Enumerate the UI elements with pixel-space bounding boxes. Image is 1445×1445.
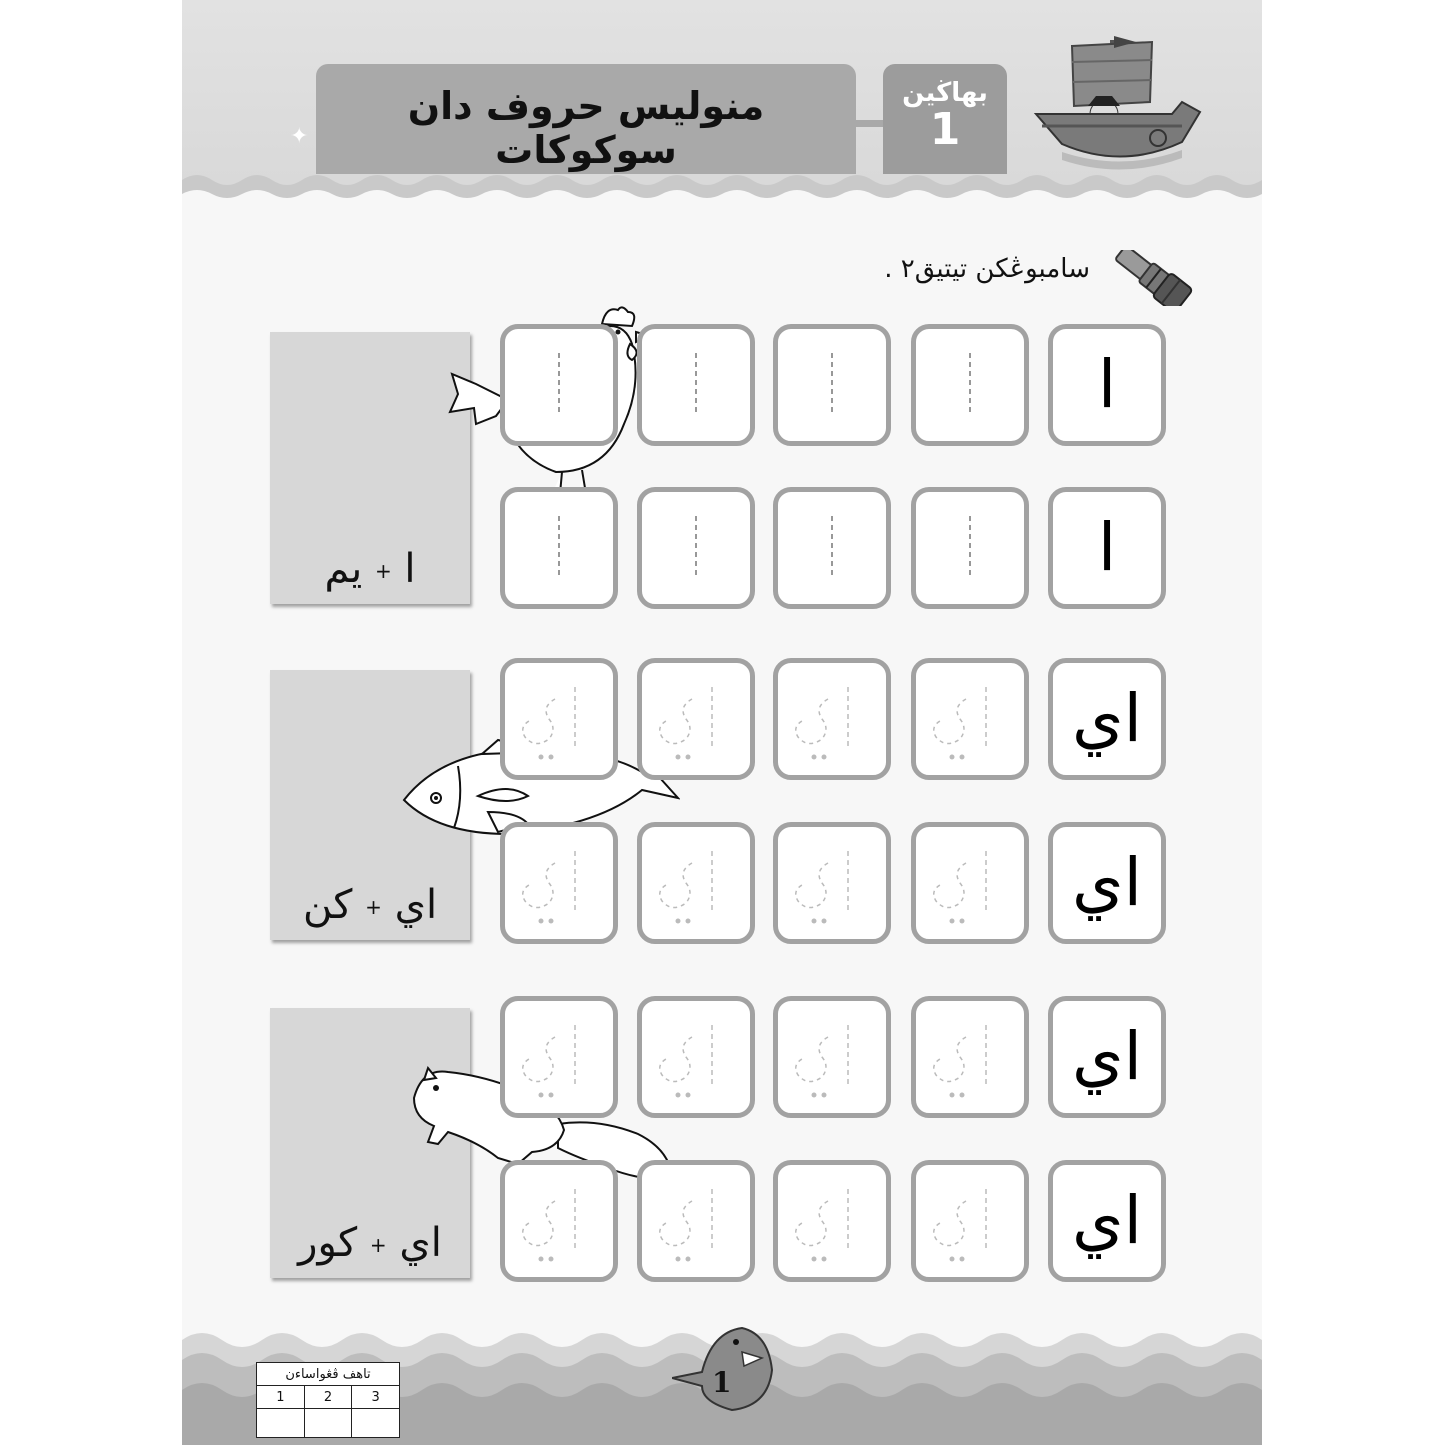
telescope-icon (1110, 250, 1200, 306)
word-suffix: كن (302, 882, 353, 928)
picture-card-rooster (270, 332, 470, 604)
level-3-checkbox[interactable] (352, 1409, 400, 1438)
level-2-label: 2 (304, 1386, 352, 1409)
pirate-ship-icon (1032, 32, 1202, 182)
dotted-trace-letter (642, 329, 750, 441)
model-letter-cell (1048, 487, 1166, 609)
model-letter-cell (1048, 996, 1166, 1118)
dotted-trace-letter (778, 663, 886, 775)
trace-cell[interactable] (911, 1160, 1029, 1282)
dotted-trace-letter (778, 1165, 886, 1277)
trace-cell[interactable] (500, 324, 618, 446)
trace-cell[interactable] (500, 658, 618, 780)
word-label (270, 882, 470, 928)
page-title: منوليس حروف دان سوكوكات (407, 84, 765, 172)
trace-cell[interactable] (637, 996, 755, 1118)
title-banner (316, 64, 856, 174)
dotted-trace-letter (916, 1001, 1024, 1113)
unit-label: بهاڬين (902, 78, 988, 108)
word-label (270, 1220, 470, 1266)
dotted-trace-letter (778, 827, 886, 939)
dotted-trace-letter (642, 827, 750, 939)
trace-cell[interactable] (500, 822, 618, 944)
model-letter: اي (1072, 1182, 1142, 1259)
word-suffix: يم (324, 546, 363, 592)
trace-cell[interactable] (637, 487, 755, 609)
instruction-text: سامبوڠكن تيتيق٢ . (884, 254, 1090, 284)
dotted-trace-letter (642, 492, 750, 604)
level-1-checkbox[interactable] (257, 1409, 305, 1438)
dotted-trace-letter (642, 1165, 750, 1277)
trace-cell[interactable] (773, 658, 891, 780)
model-letter: ا (1097, 509, 1117, 586)
level-3-label: 3 (352, 1386, 400, 1409)
dotted-trace-letter (505, 492, 613, 604)
dotted-trace-letter (505, 1165, 613, 1277)
trace-cell[interactable] (637, 324, 755, 446)
dotted-trace-letter (916, 492, 1024, 604)
trace-cell[interactable] (911, 996, 1029, 1118)
word-suffix: كور (298, 1220, 358, 1266)
level-1-label: 1 (257, 1386, 305, 1409)
mastery-level-table (256, 1362, 400, 1438)
model-letter: اي (1072, 680, 1142, 757)
plus-sign: + (369, 1233, 387, 1257)
worksheet-page (182, 0, 1262, 1445)
dotted-trace-letter (916, 827, 1024, 939)
word-prefix: اي (394, 882, 438, 928)
trace-cell[interactable] (773, 487, 891, 609)
dotted-trace-letter (505, 1001, 613, 1113)
model-letter-cell (1048, 324, 1166, 446)
trace-cell[interactable] (637, 658, 755, 780)
word-prefix: اي (399, 1220, 442, 1266)
dotted-trace-letter (778, 492, 886, 604)
trace-cell[interactable] (773, 996, 891, 1118)
trace-cell[interactable] (911, 822, 1029, 944)
word-prefix: ا (404, 546, 416, 592)
model-letter-cell (1048, 822, 1166, 944)
model-letter: اي (1072, 1018, 1142, 1095)
dotted-trace-letter (505, 663, 613, 775)
model-letter: اي (1072, 844, 1142, 921)
unit-number: 1 (929, 104, 961, 155)
mastery-level-heading: تاهف ڤڠواساءن (257, 1363, 400, 1386)
trace-cell[interactable] (773, 822, 891, 944)
banner-connector (854, 120, 884, 127)
trace-cell[interactable] (773, 324, 891, 446)
unit-badge (883, 64, 1007, 174)
trace-cell[interactable] (911, 324, 1029, 446)
dotted-trace-letter (505, 329, 613, 441)
trace-cell[interactable] (911, 487, 1029, 609)
model-letter-cell (1048, 658, 1166, 780)
dotted-trace-letter (642, 1001, 750, 1113)
trace-cell[interactable] (500, 1160, 618, 1282)
dotted-trace-letter (778, 1001, 886, 1113)
model-letter: ا (1097, 346, 1117, 423)
sparkle-icon: ✦ (290, 124, 309, 149)
level-2-checkbox[interactable] (304, 1409, 352, 1438)
trace-cell[interactable] (773, 1160, 891, 1282)
dotted-trace-letter (916, 1165, 1024, 1277)
plus-sign: + (374, 559, 392, 583)
dotted-trace-letter (778, 329, 886, 441)
trace-cell[interactable] (637, 822, 755, 944)
dotted-trace-letter (916, 663, 1024, 775)
dotted-trace-letter (642, 663, 750, 775)
model-letter-cell (1048, 1160, 1166, 1282)
trace-cell[interactable] (637, 1160, 755, 1282)
word-label (270, 546, 470, 592)
plus-sign: + (365, 895, 382, 919)
trace-cell[interactable] (911, 658, 1029, 780)
dotted-trace-letter (505, 827, 613, 939)
dotted-trace-letter (916, 329, 1024, 441)
trace-cell[interactable] (500, 996, 618, 1118)
page-number: 1 (712, 1366, 732, 1399)
trace-cell[interactable] (500, 487, 618, 609)
